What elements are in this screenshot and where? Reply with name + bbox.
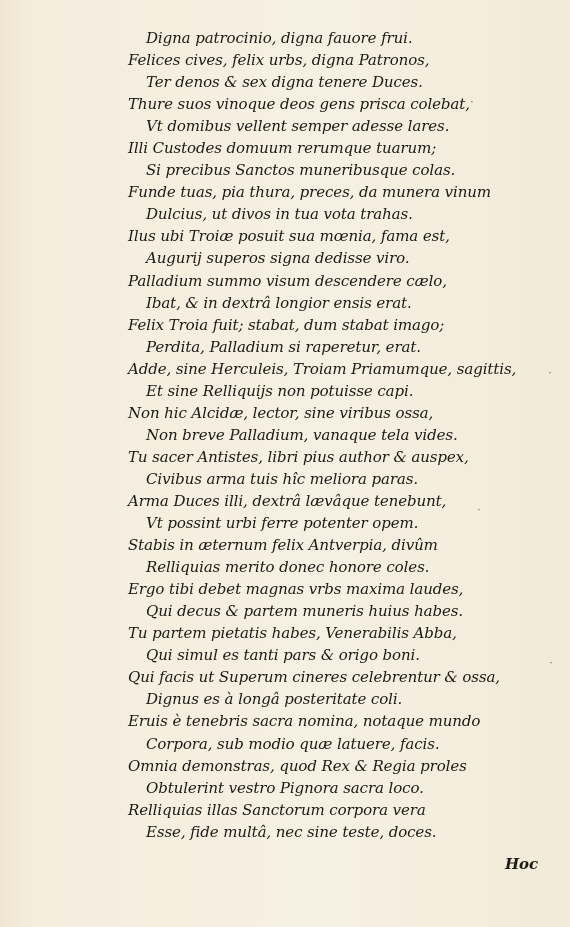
verse-line: Civibus arma tuis hîc meliora paras.: [146, 469, 419, 488]
verse-line: Qui facis ut Superum cineres celebrentur & ossa,: [128, 668, 500, 687]
verse-line: Palladium summo visum descendere cælo,: [128, 271, 447, 290]
poem-text: [0, 27, 570, 843]
verse-line: Relliquias merito donec honore coles.: [146, 558, 430, 577]
verse-line: Ergo tibi debet magnas vrbs maxima laudes,: [128, 580, 464, 599]
verse-line: Thure suos vinoque deos gens prisca colebat,: [128, 95, 470, 114]
verse-line: Esse, fide multâ, nec sine teste, doces.: [146, 822, 437, 841]
catchword: Hoc: [504, 855, 538, 873]
verse-line: Si precibus Sanctos muneribusque colas.: [146, 161, 456, 180]
verse-line: Eruis è tenebris sacra nomina, notaque mundo: [128, 712, 481, 731]
verse-line: Et sine Relliquijs non potuisse capi.: [146, 381, 414, 400]
verse-line: Illi Custodes domuum rerumque tuarum;: [128, 139, 437, 158]
verse-line: Felices cives, felix urbs, digna Patronos,: [128, 51, 430, 70]
verse-line: Ibat, & in dextrâ longior ensis erat.: [146, 293, 412, 312]
verse-line: Dignus es à longâ posteritate coli.: [146, 690, 403, 709]
verse-line: Tu sacer Antistes, libri pius author & auspex,: [128, 447, 469, 466]
show-through-mark: ·: [477, 503, 481, 517]
show-through-mark: ·: [548, 366, 552, 380]
verse-line: Ter denos & sex digna tenere Duces.: [146, 73, 423, 92]
show-through-mark: ·: [470, 95, 474, 109]
verse-line: Tu partem pietatis habes, Venerabilis Abba,: [128, 624, 457, 643]
show-through-mark: ·: [549, 656, 553, 670]
verse-line: Obtulerint vestro Pignora sacra loco.: [146, 778, 424, 797]
verse-line: Qui decus & partem muneris huius habes.: [146, 602, 464, 621]
verse-line: Funde tuas, pia thura, preces, da munera vinum: [128, 183, 491, 202]
verse-line: Felix Troia fuit; stabat, dum stabat imago;: [128, 315, 445, 334]
verse-line: Augurij superos signa dedisse viro.: [146, 249, 410, 268]
verse-line: Non hic Alcidæ, lector, sine viribus ossa,: [128, 403, 434, 422]
verse-line: Arma Duces illi, dextrâ lævâque tenebunt,: [128, 491, 447, 510]
verse-line: Dulcius, ut divos in tua vota trahas.: [146, 205, 413, 224]
verse-line: Omnia demonstras, quod Rex & Regia proles: [128, 756, 467, 775]
verse-line: Perdita, Palladium si raperetur, erat.: [146, 337, 421, 356]
verse-line: Digna patrocinio, digna fauore frui.: [146, 29, 413, 47]
verse-line: Adde, sine Herculeis, Troiam Priamumque, sagittis,: [128, 359, 517, 378]
verse-line: Ilus ubi Troiæ posuit sua mœnia, fama est,: [128, 227, 450, 246]
verse-line: Relliquias illas Sanctorum corpora vera: [128, 800, 426, 819]
verse-line: Qui simul es tanti pars & origo boni.: [146, 646, 420, 665]
verse-line: Vt possint urbi ferre potenter opem.: [146, 514, 419, 533]
verse-line: Vt domibus vellent semper adesse lares.: [146, 117, 450, 136]
verse-line: Corpora, sub modio quæ latuere, facis.: [146, 734, 440, 753]
verse-line: Non breve Palladium, vanaque tela vides.: [146, 425, 458, 444]
verse-line: Stabis in æternum felix Antverpia, divûm: [128, 536, 438, 555]
